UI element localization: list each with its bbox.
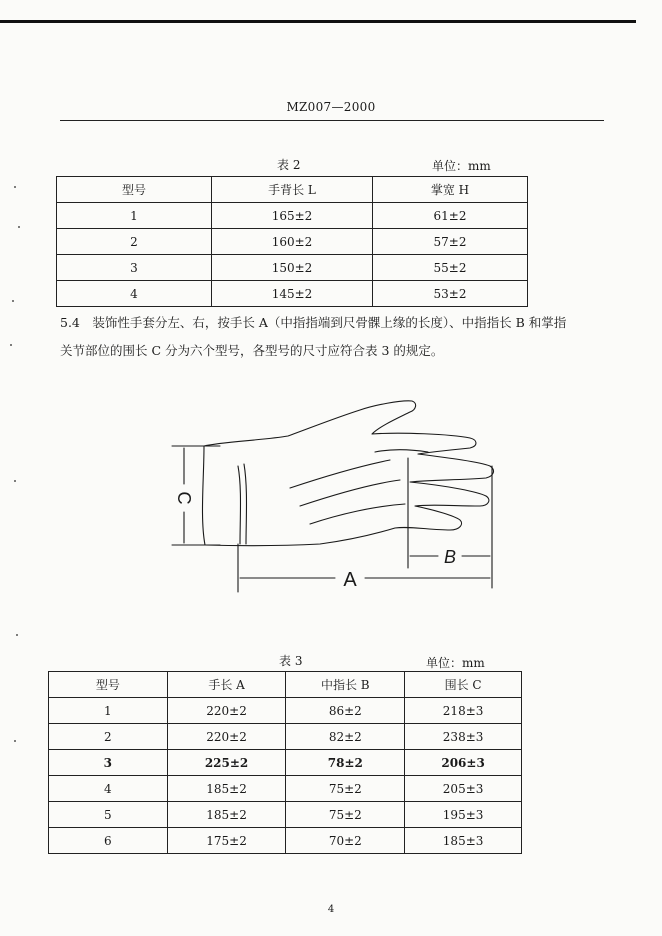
- cuff-line: [238, 466, 241, 544]
- crease-line: [290, 460, 390, 488]
- table-cell: 175±2: [167, 828, 286, 854]
- table2: [56, 176, 528, 307]
- clause-5-4-line-1: 5.4 装饰性手套分左、右，按手长 A（中指指端到尺骨髁上缘的长度）、中指指长 B 和掌指: [60, 315, 567, 330]
- table-cell: 185±2: [167, 776, 286, 802]
- table-cell: 220±2: [167, 698, 286, 724]
- table-cell: 4: [57, 281, 212, 307]
- table-cell: 55±2: [373, 255, 528, 281]
- table-cell: 3: [57, 255, 212, 281]
- table3-header-cell: 手长 A: [167, 672, 286, 698]
- label-c: C: [174, 491, 194, 505]
- table3-header-cell: 型号: [49, 672, 168, 698]
- table-cell: 75±2: [286, 802, 405, 828]
- table-cell: 150±2: [212, 255, 373, 281]
- table-cell: 238±3: [405, 724, 522, 750]
- table-cell: 2: [57, 229, 212, 255]
- table-cell: 53±2: [373, 281, 528, 307]
- table-cell: 185±2: [167, 802, 286, 828]
- table-cell: 6: [49, 828, 168, 854]
- table-cell: 165±2: [212, 203, 373, 229]
- table-row: [49, 802, 522, 828]
- table3-header-cell: 围长 C: [405, 672, 522, 698]
- table-cell: 1: [49, 698, 168, 724]
- page-number: 4: [327, 904, 335, 915]
- table-cell: 206±3: [405, 750, 522, 776]
- table-row: [57, 229, 528, 255]
- table3-header-row: [49, 672, 522, 698]
- table-cell: 205±3: [405, 776, 522, 802]
- glove-measurement-figure: [160, 388, 510, 598]
- clause-5-4-line-2: 关节部位的围长 C 分为六个型号，各型号的尺寸应符合表 3 的规定。: [60, 343, 444, 358]
- scan-speck: [16, 634, 18, 636]
- table-cell: 61±2: [373, 203, 528, 229]
- table-row: [57, 281, 528, 307]
- table-cell: 160±2: [212, 229, 373, 255]
- crease-line: [300, 480, 400, 506]
- table-cell: 70±2: [286, 828, 405, 854]
- crease-line: [375, 450, 428, 452]
- table-row: [57, 255, 528, 281]
- table-cell: 3: [49, 750, 168, 776]
- table-row: [49, 698, 522, 724]
- table-cell: 225±2: [167, 750, 286, 776]
- table-cell: 78±2: [286, 750, 405, 776]
- scan-speck: [14, 186, 16, 188]
- top-border-rule: [0, 20, 636, 23]
- table-cell: 5: [49, 802, 168, 828]
- scan-speck: [14, 740, 16, 742]
- table-row: [49, 828, 522, 854]
- table-cell: 145±2: [212, 281, 373, 307]
- table-cell: 82±2: [286, 724, 405, 750]
- table-row: [49, 724, 522, 750]
- table3-header-cell: 中指长 B: [286, 672, 405, 698]
- table2-header-cell: 手背长 L: [212, 177, 373, 203]
- header-rule: [60, 120, 604, 121]
- table-cell: 57±2: [373, 229, 528, 255]
- table3-caption: 表 3: [279, 654, 303, 668]
- table-cell: 220±2: [167, 724, 286, 750]
- scan-speck: [10, 344, 12, 346]
- table-row: [57, 203, 528, 229]
- label-a: A: [343, 569, 357, 591]
- table-cell: 2: [49, 724, 168, 750]
- table-cell: 4: [49, 776, 168, 802]
- table-row: [49, 750, 522, 776]
- table-cell: 185±3: [405, 828, 522, 854]
- cuff-line: [244, 464, 247, 544]
- table-row: [49, 776, 522, 802]
- crease-line: [310, 504, 405, 524]
- table2-header-cell: 掌宽 H: [373, 177, 528, 203]
- scan-speck: [14, 480, 16, 482]
- table2-caption: 表 2: [277, 158, 301, 172]
- scan-speck: [12, 300, 14, 302]
- table3: [48, 671, 522, 854]
- table-cell: 1: [57, 203, 212, 229]
- table2-header-row: [57, 177, 528, 203]
- table-cell: 218±3: [405, 698, 522, 724]
- table-cell: 195±3: [405, 802, 522, 828]
- scan-speck: [18, 226, 20, 228]
- table-cell: 75±2: [286, 776, 405, 802]
- label-b: B: [443, 547, 457, 567]
- table3-unit: 单位：mm: [426, 656, 485, 670]
- table2-header-cell: 型号: [57, 177, 212, 203]
- table2-unit: 单位：mm: [432, 159, 491, 173]
- table-cell: 86±2: [286, 698, 405, 724]
- standard-code: MZ007—2000: [286, 100, 376, 114]
